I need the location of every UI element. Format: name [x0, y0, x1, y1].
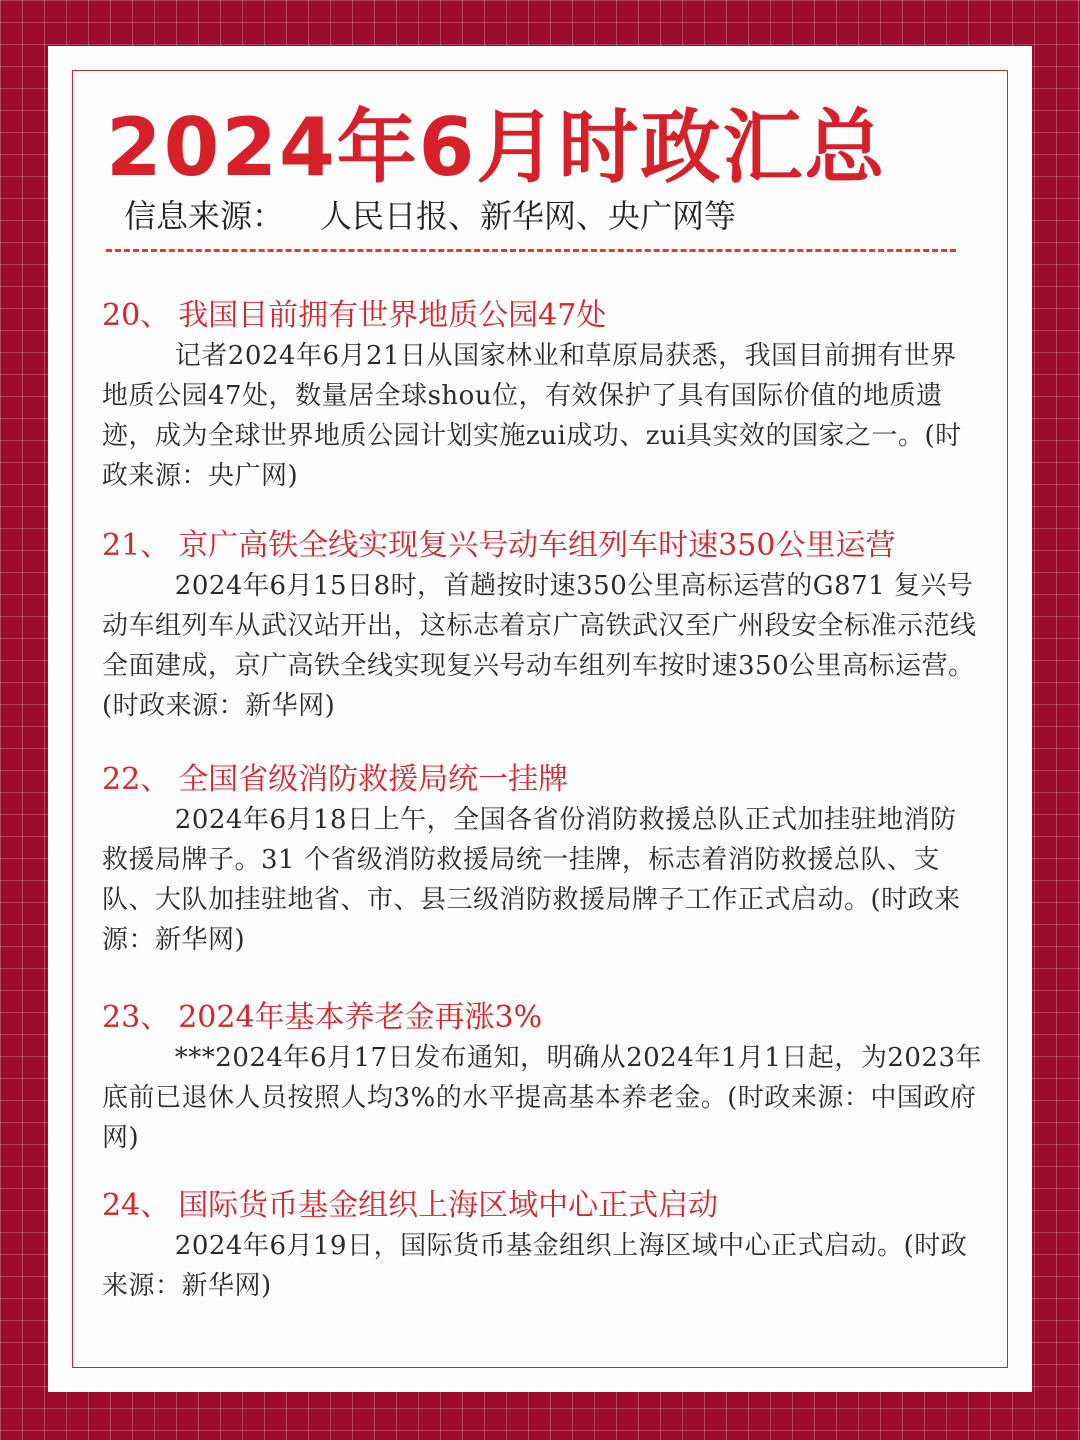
- news-item-number: 22、: [102, 762, 171, 797]
- content-card: [48, 46, 1032, 1392]
- source-label: 信息来源：: [124, 197, 285, 235]
- news-item-body: ***2024年6月17日发布通知，明确从2024年1月1日起，为2023年底前已退休人员按照人均3%的水平提高基本养老金。(时政来源：中国政府网): [102, 1043, 983, 1153]
- source-line: [124, 194, 736, 238]
- news-item-body: 2024年6月18日上午，全国各省份消防救援总队正式加挂驻地消防救援局牌子。31 个省级消防救援局统一挂牌，标志着消防救援总队、支队、大队加挂驻地省、市、县三级消防救援局牌子工作正式启动。(时政来源：新华网): [102, 805, 961, 955]
- news-item-heading: 京广高铁全线实现复兴号动车组列车时速350公里运营: [178, 528, 896, 563]
- page-title: 2024年6月时政汇总: [106, 101, 887, 194]
- news-item-20: [102, 296, 982, 496]
- news-item-number: 20、: [102, 298, 171, 333]
- news-item-title: [102, 1186, 982, 1226]
- news-item-body: 2024年6月15日8时，首趟按时速350公里高标运营的G871 复兴号动车组列车从武汉站开出，这标志着京广高铁武汉至广州段安全标准示范线全面建成，京广高铁全线实现复兴号动车组列车按时速350公里高标运营。(时政来源：新华网): [102, 571, 977, 721]
- news-item-22: [102, 760, 982, 960]
- news-item-21: [102, 526, 982, 726]
- news-item-heading: 2024年基本养老金再涨3%: [178, 1000, 543, 1035]
- news-item-heading: 我国目前拥有世界地质公园47处: [178, 298, 607, 333]
- news-item-title: [102, 526, 982, 566]
- news-item-24: [102, 1186, 982, 1306]
- news-item-title: [102, 296, 982, 336]
- news-item-number: 21、: [102, 528, 171, 563]
- news-item-heading: 全国省级消防救援局统一挂牌: [178, 762, 569, 797]
- source-value: 人民日报、新华网、央广网等: [320, 197, 737, 235]
- news-item-heading: 国际货币基金组织上海区域中心正式启动: [178, 1188, 719, 1223]
- news-item-title: [102, 998, 982, 1038]
- news-item-title: [102, 760, 982, 800]
- news-item-body: 2024年6月19日，国际货币基金组织上海区域中心正式启动。(时政来源：新华网): [102, 1231, 968, 1301]
- news-item-number: 23、: [102, 1000, 171, 1035]
- dashed-divider: [106, 249, 956, 252]
- news-item-23: [102, 998, 982, 1158]
- news-item-body: 记者2024年6月21日从国家林业和草原局获悉，我国目前拥有世界地质公园47处，数量居全球shou位，有效保护了具有国际价值的地质遗迹，成为全球世界地质公园计划实施zui成功、zui具实效的国家之一。(时政来源：央广网): [102, 341, 962, 491]
- news-item-number: 24、: [102, 1188, 171, 1223]
